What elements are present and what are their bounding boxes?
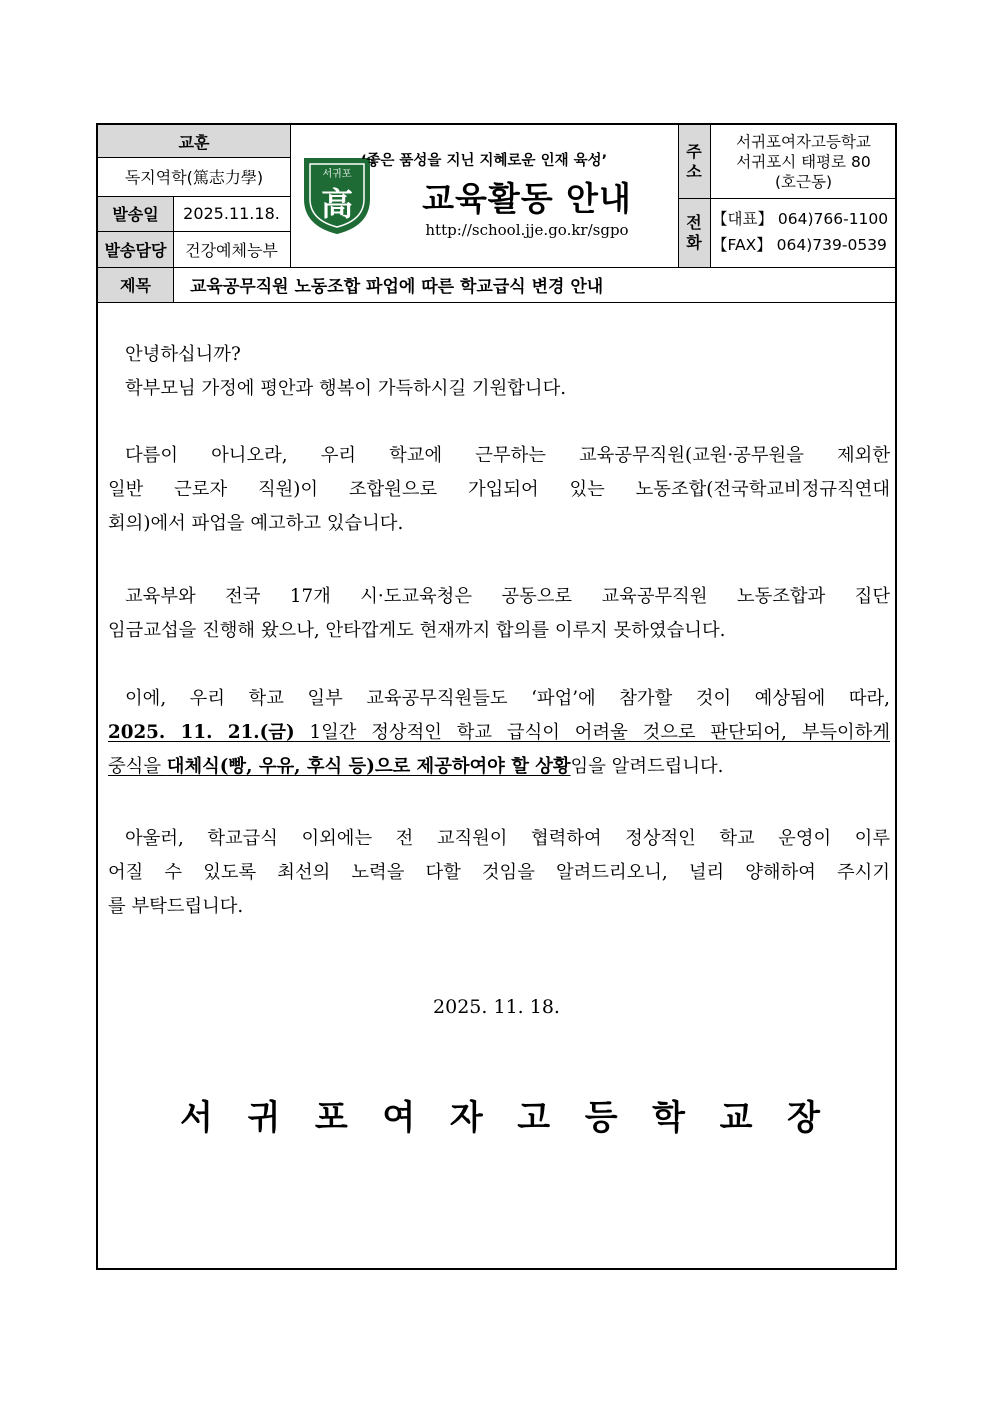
fax: 【FAX】 064)739-0539	[712, 236, 887, 254]
dept-label: 발송담당	[104, 240, 167, 260]
document-title: 교육활동 안내	[422, 179, 632, 218]
logo-text-top: 서귀포	[322, 169, 352, 180]
issue-date: 2025. 11. 18.	[433, 996, 560, 1018]
paragraph-strike-notice: 다름이 아니오라, 우리 학교에 근무하는 교육공무직원(교원·공무원을 제외한 일반 근로자 직원)이 조합원으로 가입되어 있는 노동조합(전국학교비정규직연대 회의)에서 파업을 예고하고 있습니다.	[108, 445, 890, 534]
dept: 건강예체능부	[185, 240, 278, 260]
paragraph-meal-change: 이에, 우리 학교 일부 교육공무직원들도 ‘파업’에 참가할 것이 예상됨에 따라, 2025. 11. 21.(금) 1일간 정상적인 학교 급식이 어려울 것으로 판단되어, 부득이하게 중식을 대체식(빵, 우유, 후식 등)으로 제공하여야 할 상황임을 알려드립니다.	[108, 688, 890, 777]
phone-label: 전 화	[686, 212, 702, 252]
principal-signature: 서 귀 포 여 자 고 등 학 교 장	[180, 1098, 820, 1138]
address-label: 주 소	[686, 141, 702, 181]
sent-date-label: 발송일	[112, 205, 159, 224]
motto-label: 교훈	[178, 132, 210, 152]
paragraph-closing: 아울러, 학교급식 이외에는 전 교직원이 협력하여 정상적인 학교 운영이 이루 어질 수 있도록 최선의 노력을 다할 것임을 알려드리오니, 널리 양해하여 주시기 를 부탁드립니다.	[108, 828, 890, 917]
greeting: 안녕하십니까? 학부모님 가정에 평안과 행복이 가득하시길 기원합니다.	[125, 344, 567, 399]
slogan: ‘좋은 품성을 지닌 지혜로운 인재 육성’	[360, 153, 608, 169]
phone-main: 【대표】 064)766-1100	[712, 210, 889, 228]
motto: 독지역학(篤志力學)	[124, 168, 264, 187]
subject: 교육공무직원 노동조합 파업에 따른 학교급식 변경 안내	[190, 277, 604, 297]
paragraph-negotiation: 교육부와 전국 17개 시·도교육청은 공동으로 교육공무직원 노동조합과 집단 임금교섭을 진행해 왔으나, 안타깝게도 현재까지 합의를 이루지 못하였습니다.	[108, 586, 890, 641]
sent-date: 2025.11.18.	[183, 204, 280, 223]
notice-document	[96, 123, 897, 1270]
logo-char: 高	[320, 185, 354, 223]
school-url: http://school.jje.go.kr/sgpo	[425, 221, 629, 239]
subject-label: 제목	[120, 276, 151, 295]
address: 서귀포여자고등학교 서귀포시 태평로 80 (호근동)	[736, 132, 871, 191]
